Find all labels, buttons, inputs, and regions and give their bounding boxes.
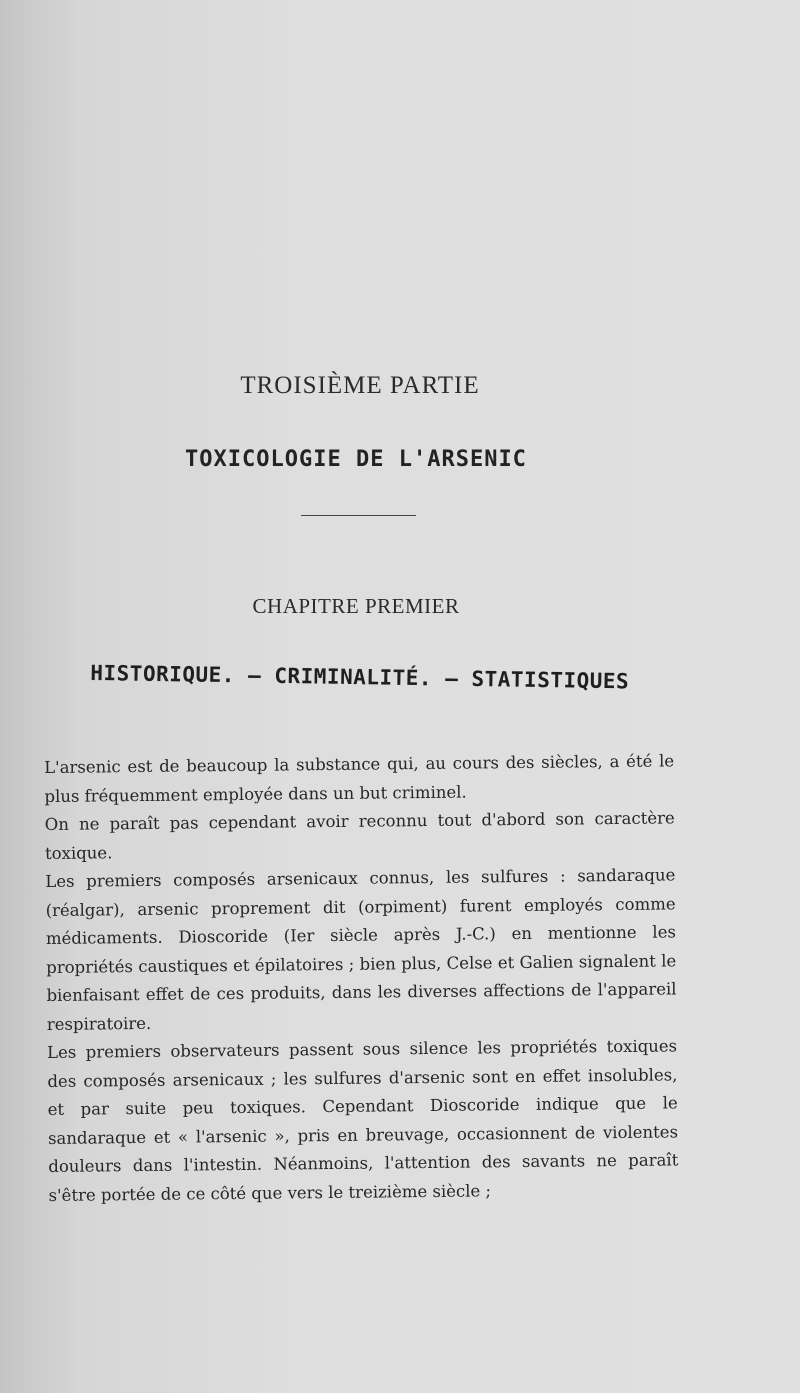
paragraph: On ne paraît pas cependant avoir reconnu tout d'abord son caractère toxique. [44, 808, 675, 863]
paragraph: Les premiers composés arsenicaux connus, les sulfures : sandaraque (réalgar), arsenic proprement dit (orpiment) furent employés comme médicaments. Dioscoride (Ier siècle après J.-C.) en mentionne les propriétés caustiques et épilatoires ; bien plus, Celse et Galien signalent le bienfaisant effet de ces produits, dans les diverses affections de l'appareil respiratoire. [45, 865, 677, 1034]
part-subtitle: TOXICOLOGIE DE L'ARSENIC [185, 447, 527, 472]
body-text [44, 747, 679, 1210]
chapter-title: CHAPITRE PREMIER [252, 594, 460, 618]
section-divider [301, 515, 416, 516]
paragraph: Les premiers observateurs passent sous silence les propriétés toxiques des composés arsenicaux ; les sulfures d'arsenic sont en effet insolubles, et par suite peu toxiques. Cependant Dioscoride indique que le sandaraque et « l'arsenic », pris en breuvage, occasionnent de violentes douleurs dans l'intestin. Néanmoins, l'attention des savants ne paraît s'être portée de ce côté que vers le treizième siècle ; [47, 1036, 679, 1205]
part-title: TROISIÈME PARTIE [240, 372, 480, 399]
paragraph: L'arsenic est de beaucoup la substance qui, au cours des siècles, a été le plus fréquemment employée dans un but criminel. [44, 751, 675, 806]
chapter-subtitle: HISTORIQUE. — CRIMINALITÉ. — STATISTIQUES [90, 660, 630, 694]
